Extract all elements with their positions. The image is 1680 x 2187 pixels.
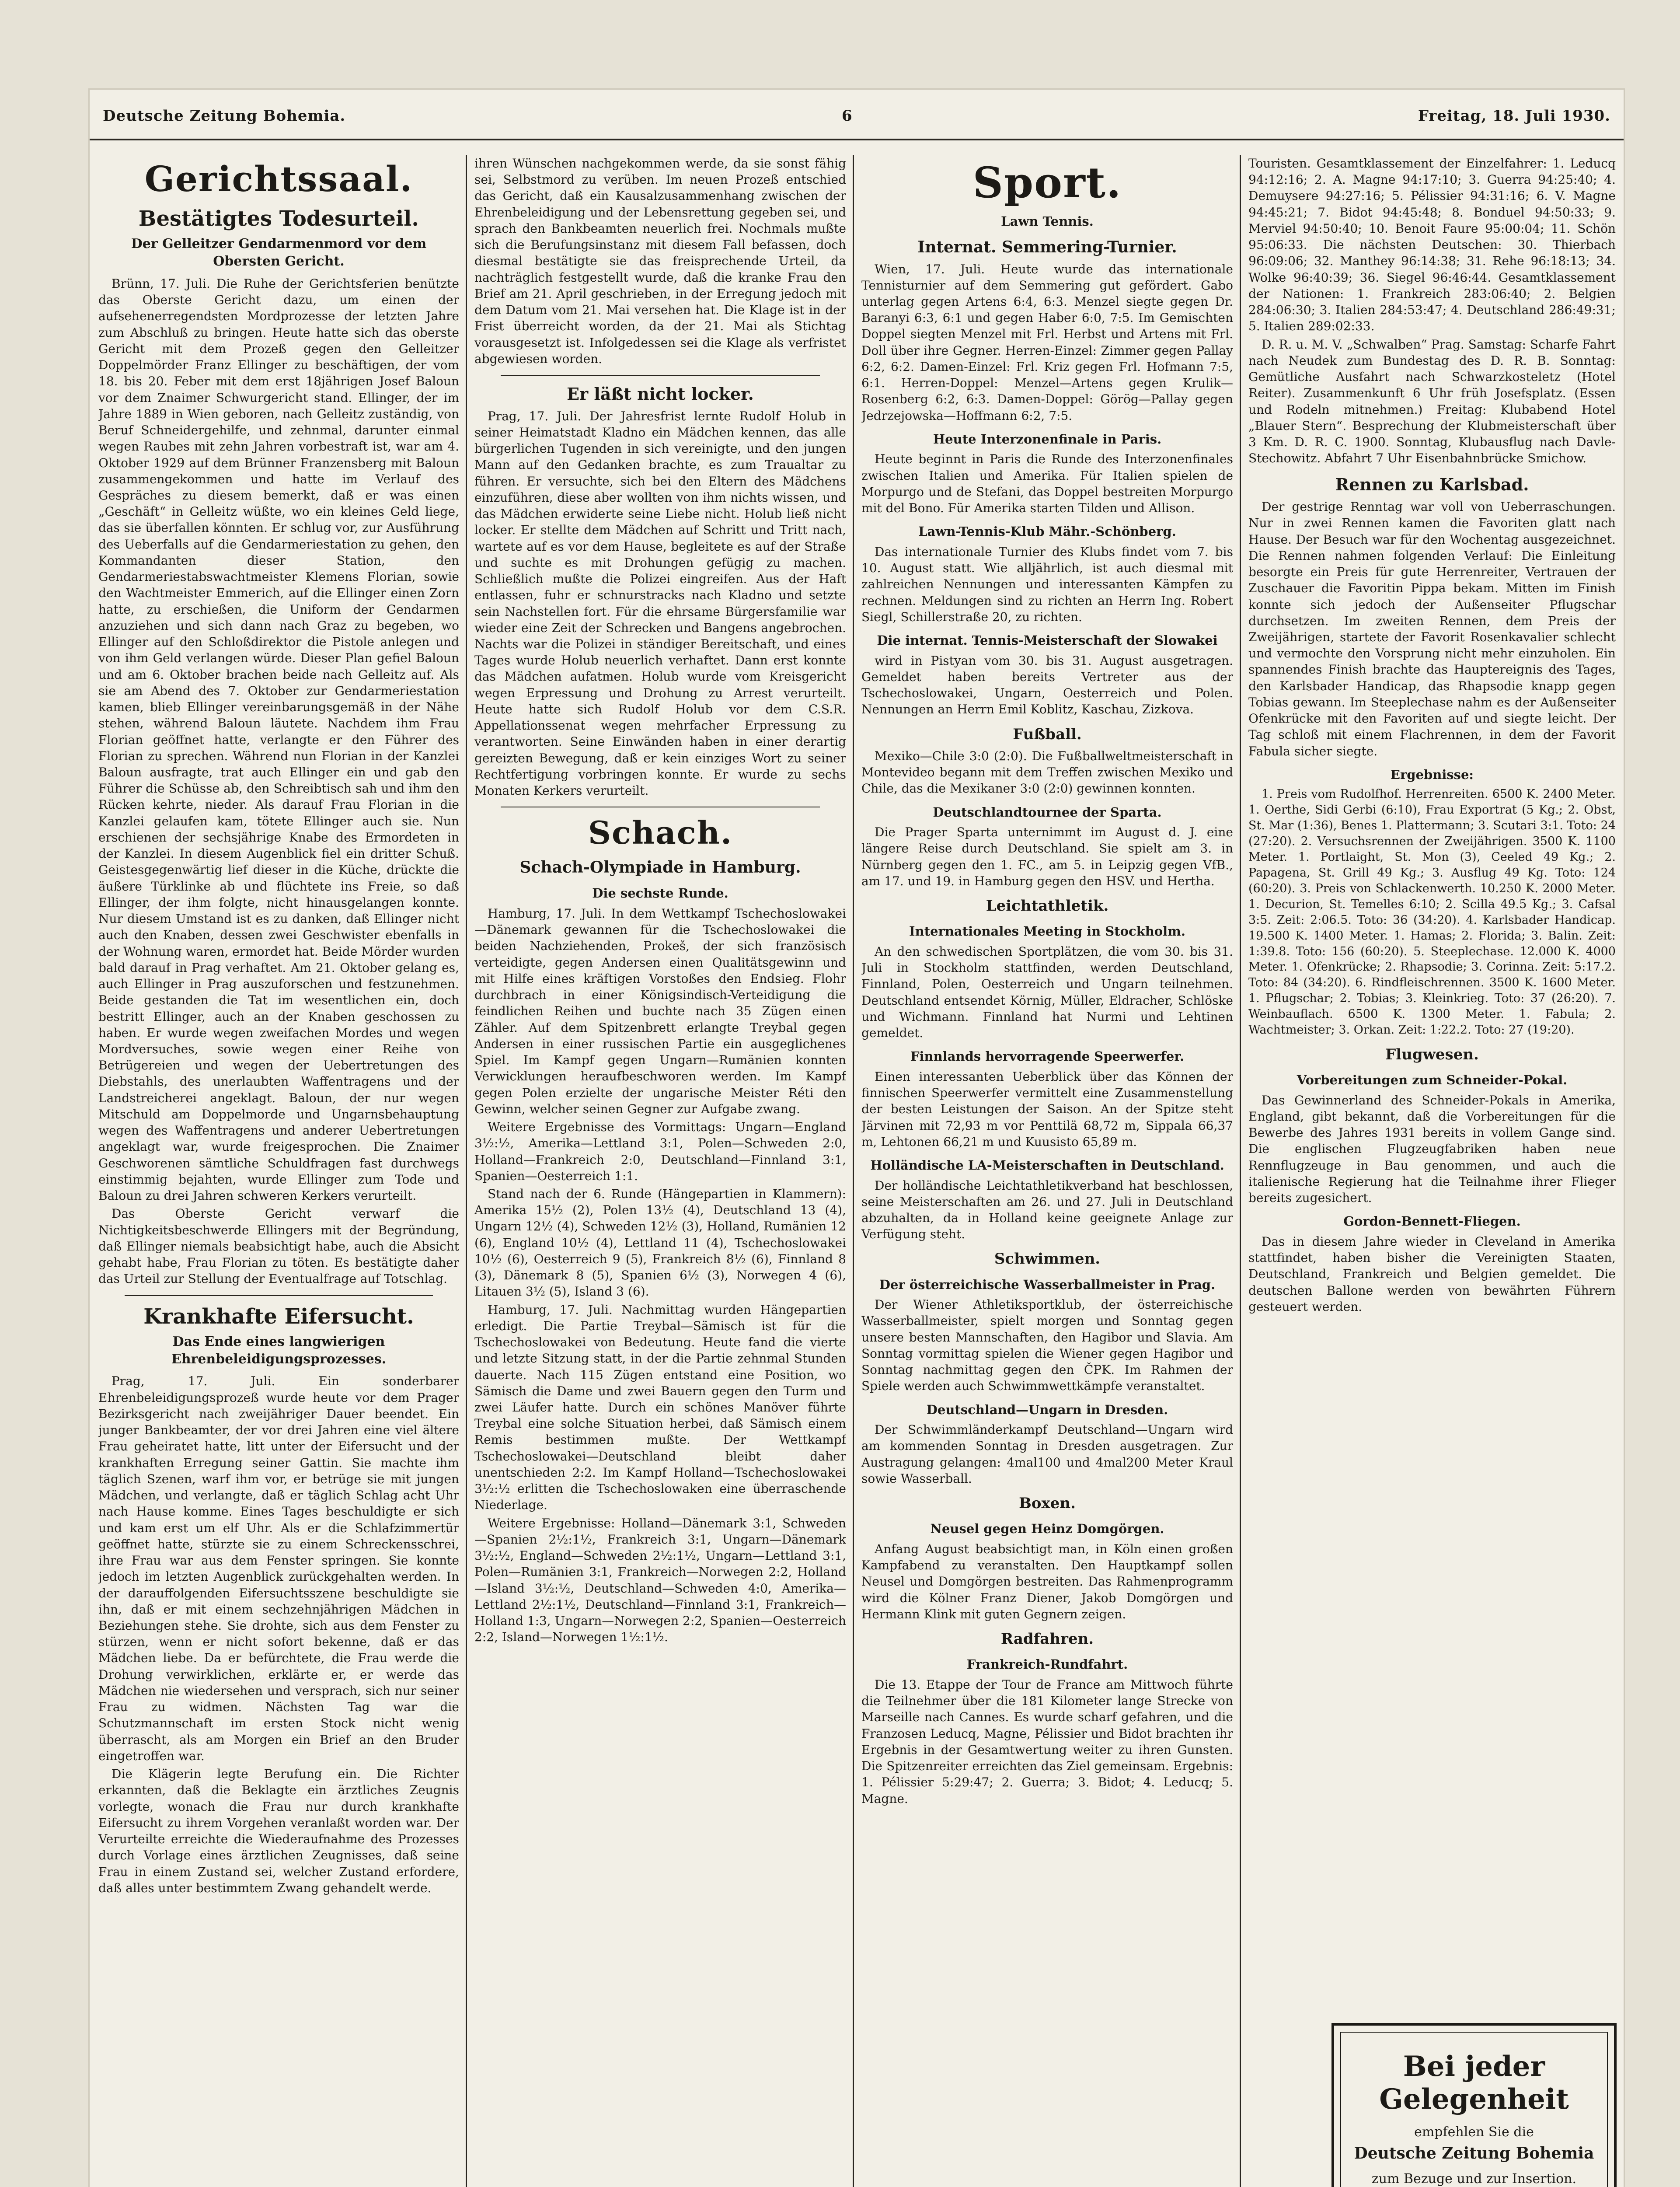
article-heading: Bestätigtes Todesurteil. xyxy=(138,206,419,231)
article-heading: Die internat. Tennis-Meisterschaft der Slowakei xyxy=(877,633,1218,648)
article-separator xyxy=(125,1295,433,1296)
category-label: Radfahren. xyxy=(1000,1630,1094,1648)
article-body: Hamburg, 17. Juli. In dem Wettkampf Tschechoslowakei—Dänemark gewannen für die Tschechoslowakei die beiden Nachziehenden, Prokeš, der sich französisch verteidigte, gegen Andersen einen Qualitätsgewinn und mit Hilfe eines kräftigen Vorstoßes den Endsieg. Flohr durchbrach in einer Königsindisch-Verteidigung die feindlichen Reihen und buchte nach 35 Zügen einen Zähler. Auf dem Spitzenbrett erlangte Treybal gegen Andersen in einer russischen Partie ein ausgeglichenes Spiel. Im Kampf gegen Ungarn—Rumänien konnten Verwicklungen heraufbeschworen werden. Im Kampf gegen Polen erzielte der ungarische Meister Réti den Gewinn, welcher seinen Gegner zur Aufgabe zwang. xyxy=(474,906,846,1116)
article-body: Die 13. Etappe der Tour de France am Mittwoch führte die Teilnehmer über die 181 Kilometer lange Strecke von Marseille nach Cannes. Es wurde scharf gefahren, und die Franzosen Leducq, Magne, Pélissier und Bidot brachten ihr Ergebnis in der Gesamtwertung weiter zu ihren Gunsten. Die Spitzenreiter erreichten das Ziel gemeinsam. Ergebnis: 1. Pélissier 5:29:47; 2. Guerra; 3. Bidot; 4. Leducq; 5. Magne. xyxy=(861,1677,1233,1806)
article-body: Weitere Ergebnisse: Holland—Dänemark 3:1, Schweden—Spanien 2½:1½, Frankreich 3:1, Ungarn—Dänemark 3½:½, England—Schweden 2½:1½, Ungarn—Lettland 3:1, Polen—Rumänien 3:1, Frankreich—Norwegen 2:2, Holland—Island 3½:½, Deutschland—Schweden 4:0, Amerika—Lettland 2½:1½, Deutschland—Finnland 3:1, Frankreich—Holland 1:3, Ungarn—Norwegen 2:2, Spanien—Oesterreich 2:2, Island—Norwegen 1½:1½. xyxy=(474,1516,846,1645)
article-body: Das Oberste Gericht verwarf die Nichtigkeitsbeschwerde Ellingers mit der Begründung, daß Ellinger niemals beabsichtigt habe, auch die Absicht gehabt habe, Frau Florian zu töten. Es bestätigte daher das Urteil zur Stellung der Eventualfrage auf Totschlag. xyxy=(98,1206,459,1286)
round-label: Die sechste Runde. xyxy=(592,886,728,901)
advertisement-inner-border xyxy=(1340,2032,1608,2187)
article-heading: Deutschlandtournee der Sparta. xyxy=(933,804,1162,820)
column-court xyxy=(98,155,459,2187)
section-title-sport: Sport. xyxy=(972,158,1122,207)
ad-publication-name: Deutsche Zeitung Bohemia xyxy=(1354,2144,1594,2163)
article-body: Anfang August beabsichtigt man, in Köln einen großen Kampfabend zu veranstalten. Den Hauptkampf sollen Neusel und Domgörgen bestreiten. Das Rahmenprogramm wird die Kölner Franz Diener, Jakob Domgörgen und Hermann Klink mit guten Gegnern zeigen. xyxy=(861,1541,1233,1621)
article-body: Die Klägerin legte Berufung ein. Die Richter erkannten, daß die Beklagte ein ärztliches Zeugnis vorlegte, wonach die Frau nur durch krankhafte Eifersucht zu ihrem Vorgehen veranlaßt worden war. Der Verurteilte erreichte die Wiederaufnahme des Prozesses durch Vorlage eines ärztlichen Zeugnisses, daß seine Frau in einem Zustand sei, welcher Zustand erfordere, daß alles unter bestimmtem Zwang gehandelt werde. xyxy=(98,1767,459,1895)
column-rule-1 xyxy=(466,155,467,2187)
category-label: Boxen. xyxy=(1019,1495,1076,1513)
article-heading: Finnlands hervorragende Speerwerfer. xyxy=(910,1049,1185,1064)
article-body: Brünn, 17. Juli. Die Ruhe der Gerichtsferien benützte das Oberste Gericht dazu, um einen der aufsehenerregendsten Mordprozesse der letzten Jahre zum Abschluß zu bringen. Heute hatte sich das oberste Gericht mit dem Prozeß gegen den Gelleitzer Doppelmörder Franz Ellinger zu beschäftigen, der vom 18. bis 20. Feber mit dem erst 18jährigen Josef Baloun vor dem Znaimer Schwurgericht stand. Ellinger, der im Jahre 1889 in Wien geboren, nach Gelleitz zuständig, von Beruf Schneidergehilfe, und zehnmal, darunter einmal wegen Raubes mit zehn Jahren vorbestraft ist, war am 4. Oktober 1929 auf dem Brünner Franzensberg mit Baloun zusammengekommen und hatte im Verlauf des Gespräches zu diesem bemerkt, daß er was einen „Geschäft“ in Gelleitz wüßte, wo ein kleines Geld liege, das sie überfallen könnten. Er schlug vor, zur Ausführung des Ueberfalls auf die Gendarmeriestation zu gehen, den Kommandanten dieser Station, den Gendarmeriestabswachtmeister Klemens Florian, sowie den Wachtmeister Emmerich, auf die Ellinger einen Zorn hatte, zu erschießen, die Uniform der Gendarmen anzuziehen und sich dann nach Graz zu begeben, wo Ellinger auf den Schloßdirektor die Pistole anlegen und von ihm Geld verlangen würde. Dieser Plan gefiel Baloun und am 6. Oktober brachen beide nach Gelleitz auf. Als sie am Abend des 7. Oktober zur Gendarmeriestation kamen, blieb Ellinger vereinbarungsgemäß in der Nähe stehen, während Baloun läutete. Nachdem ihm Frau Florian geöffnet hatte, verlangte er den Führer des Florian zu sprechen. Während nun Florian in der Kanzlei Baloun ausfragte, trat auch Ellinger ein und gab den Führer die Schüsse ab, den Schreibtisch sah und ihm den Rücken kehrte, nieder. Als darauf Frau Florian in die Kanzlei gelaufen kam, tötete Ellinger auch sie. Nun erschienen der sechsjährige Knabe des Ermordeten in der Kanzlei. In diesem Augenblick fiel ein dritter Schuß. Geistesgegenwärtig lief dieser in die Küche, drückte die äußere Türklinke ab und flüchtete ins Freie, so daß Ellinger, der ihm folgte, nicht hinausgelangen konnte. Nur diesem Umstand ist es zu danken, daß Ellinger nicht auch den Knaben, dessen zwei Geschwister ebenfalls in der Wohnung waren, ermordet hat. Beide Mörder wurden bald darauf in Prag verhaftet. Am 21. Oktober gelang es, auch Ellinger in Prag auszuforschen und festzunehmen. Beide gestanden die Tat im wesentlichen ein, doch bestritt Ellinger, auch an der Knaben geschossen zu haben. Er wurde wegen zweifachen Mordes und wegen Mordversuches, sowie wegen einer Reihe von Betrügereien und wegen der Uebertretungen des Diebstahls, des unerlaubten Waffentragens und der Landstreicherei angeklagt. Baloun, der nur wegen Mitschuld am Doppelmorde und Ungarnsbehauptung wegen des Waffentragens und anderer Uebertretungen angeklagt war, wurde freigesprochen. Die Znaimer Geschworenen sämtliche Schuldfragen fast durchwegs einstimmig bejahten, wurde Ellinger zum Tode und Baloun zu drei Jahren schweren Kerkers verurteilt. xyxy=(98,276,459,1203)
column-rule-3 xyxy=(1240,155,1241,2187)
article-body: Stand nach der 6. Runde (Hängepartien in Klammern): Amerika 15½ (2), Polen 13½ (4), Deutschland 13 (4), Ungarn 12½ (4), Schweden 12½ (3), Holland, Rumänien 12 (6), England 10½ (4), Lettland 11 (4), Tschechoslowakei 10½ (6), Oesterreich 9 (5), Frankreich 8½ (6), Finnland 8 (3), Dänemark 8 (5), Spanien 6½ (3), Norwegen 4 (6), Litauen 3½ (5), Island 3 (6). xyxy=(474,1186,846,1299)
article-heading: Krankhafte Eifersucht. xyxy=(143,1304,414,1329)
article-heading: Gordon-Bennett-Fliegen. xyxy=(1343,1214,1521,1229)
category-label: Leichtathletik. xyxy=(986,897,1109,915)
column-rule-2 xyxy=(853,155,854,2187)
article-heading: Vorbereitungen zum Schneider-Pokal. xyxy=(1297,1073,1568,1088)
article-subheading: Das Ende eines langwierigen Ehrenbeleidigungsprozesses. xyxy=(171,1334,387,1367)
article-body: Wien, 17. Juli. Heute wurde das internationale Tennisturnier auf dem Semmering gut gefördert. Gabo unterlag gegen Artens 6:4, 6:3. Menzel siegte gegen Dr. Baranyi 6:3, 6:1 und gegen Haber 6:0, 7:5. Im Gemischten Doppel siegten Menzel mit Frl. Herbst und Artens mit Frl. Doll über ihre Gegner. Herren-Einzel: Zimmer gegen Pallay 6:2, 6:2. Damen-Einzel: Frl. Kriz gegen Frl. Hofmann 7:5, 6:1. Herren-Doppel: Menzel—Artens gegen Krulik—Rosenberg 6:2, 6:3. Damen-Doppel: Görög—Pallay gegen Jedrzejowska—Hoffmann 6:2, 7:5. xyxy=(861,262,1233,423)
article-separator xyxy=(501,375,820,376)
article-body: Der Schwimmländerkampf Deutschland—Ungarn wird am kommenden Sonntag in Dresden ausgetragen. Zur Austragung gelangen: 4mal100 und 4mal200 Meter Kraul sowie Wasserball. xyxy=(861,1422,1233,1486)
header-rule xyxy=(90,139,1624,140)
ad-text: zum Bezuge und zur Insertion. xyxy=(1371,2171,1577,2187)
article-heading: Heute Interzonenfinale in Paris. xyxy=(933,431,1162,447)
category-label: Flugwesen. xyxy=(1385,1045,1479,1063)
ad-text: empfehlen Sie die xyxy=(1414,2124,1534,2140)
article-body: Prag, 17. Juli. Der Jahresfrist lernte Rudolf Holub in seiner Heimatstadt Kladno ein Mädchen kennen, das alle bürgerlichen Tugenden in sich vereinigte, und den jungen Mann auf den Gedanken brachte, es zum Traualtar zu führen. Er versuchte, sich bei den Eltern des Mädchens einzuführen, diese aber wollten von ihm nichts wissen, und das Mädchen erwiderte seine Liebe nicht. Holub ließ nicht locker. Er stellte dem Mädchen auf Schritt und Tritt nach, wartete auf es vor dem Hause, begleitete es auf der Straße und suchte es mit Drohungen gefügig zu machen. Schließlich mußte die Polizei eingreifen. Aus der Haft entlassen, fuhr er schnurstracks nach Kladno und setzte sein Nachstellen fort. Für die ehrsame Bürgersfamilie war wieder eine Zeit der Schrecken und Bangens angebrochen. Nachts war die Polizei in ständiger Bereitschaft, und eines Tages wurde Holub neuerlich verhaftet. Dann erst konnte das Mädchen aufatmen. Holub wurde vom Kreisgericht wegen Erpressung und Drohung zu Arrest verurteilt. Heute hatte sich Rudolf Holub vor dem C.S.R. Appellationssenat wegen mehrfacher Erpressung zu verantworten. Seine Einwänden haben in einer derartig gereizten Bewegung, daß er kein einziges Wort zu seiner Rechtfertigung vorbringen konnte. Er wurde zu sechs Monaten Kerkers verurteilt. xyxy=(474,409,846,798)
article-heading: Rennen zu Karlsbad. xyxy=(1335,475,1529,495)
category-label: Lawn Tennis. xyxy=(1001,213,1094,229)
article-body: Das internationale Turnier des Klubs findet vom 7. bis 10. August statt. Wie alljährlich, ist auch diesmal mit zahlreichen Nennungen und interessanten Kämpfen zu rechnen. Meldungen sind zu richten an Herrn Ing. Robert Siegl, Schillerstraße 20, zu richten. xyxy=(861,544,1233,624)
issue-date: Freitag, 18. Juli 1930. xyxy=(1418,107,1610,125)
article-body: An den schwedischen Sportplätzen, die vom 30. bis 31. Juli in Stockholm stattfinden, werden Deutschland, Finnland, Polen, Oesterreich und Ungarn teilnehmen. Deutschland entsendet Körnig, Müller, Eldracher, Schlöske und Wichmann. Finnland hat Nurmi und Lehtinen gemeldet. xyxy=(861,944,1233,1040)
article-heading: Neusel gegen Heinz Domgörgen. xyxy=(930,1521,1164,1537)
column-sport xyxy=(861,155,1233,2187)
article-body: Das in diesem Jahre wieder in Cleveland in Amerika stattfindet, haben bisher die Vereinigten Staaten, Deutschland, Frankreich und Belgien gemeldet. Die deutschen Ballone werden von bewährten Führern gesteuert werden. xyxy=(1248,1234,1616,1314)
article-body: Einen interessanten Ueberblick über das Können der finnischen Speerwerfer vermittelt eine Zusammenstellung der besten Leistungen der Saison. An der Spitze steht Järvinen mit 72,93 m vor Penttilä 68,72 m, Sippala 66,37 m, Lehtonen 66,21 m und Kuusisto 65,89 m. xyxy=(861,1069,1233,1149)
article-heading: Frankreich-Rundfahrt. xyxy=(966,1657,1128,1672)
column-racing xyxy=(1248,155,1616,1984)
article-body: Der Wiener Athletiksportklub, der österreichische Wasserballmeister, spielt morgen und Sonntag gegen unsere besten Mannschaften, den Hagibor und Slavia. Am Sonntag vormittag spielen die Wiener gegen Hagibor und Sonntag nachmittag gegen den ČPK. Im Rahmen der Spiele werden auch Schwimmwettkämpfe veranstaltet. xyxy=(861,1297,1233,1394)
column-chess xyxy=(474,155,846,2187)
page-header xyxy=(90,90,1624,142)
article-body: Mexiko—Chile 3:0 (2:0). Die Fußballweltmeisterschaft in Montevideo begann mit dem Treffen zwischen Mexiko und Chile, das die Mexikaner 3:0 (2:0) gewinnen konnten. xyxy=(861,748,1233,796)
article-body: Weitere Ergebnisse des Vormittags: Ungarn—England 3½:½, Amerika—Lettland 3:1, Polen—Schweden 2:0, Holland—Frankreich 2:0, Deutschland—Finnland 3:1, Spanien—Oesterreich 1:1. xyxy=(474,1120,846,1183)
article-body: Hamburg, 17. Juli. Nachmittag wurden Hängepartien erledigt. Die Partie Treybal—Sämisch ist für die Tschechoslowakei von Bedeutung. Heute fand die vierte und letzte Sitzung statt, in der die Partie zehnmal Stunden dauerte. Nach 115 Zügen entstand eine Position, wo Sämisch die Dame und zwei Bauern gegen den Turm und zwei Läufer hatte. Durch ein schönes Manöver führte Treybal eine solche Situation herbei, daß Sämisch einem Remis bestimmen mußte. Der Wettkampf Tschechoslowakei—Deutschland bleibt daher unentschieden 2:2. Im Kampf Holland—Tschechoslowakei 3½:½ erlitten die Tschechoslowaken eine überraschende Niederlage. xyxy=(474,1302,846,1513)
article-body: D. R. u. M. V. „Schwalben“ Prag. Samstag: Scharfe Fahrt nach Neudek zum Bundestag des D. R. B. Sonntag: Gemütliche Ausfahrt nach Schwarzkosteletz (Hotel Reiter). Zusammenkunft 6 Uhr früh Josefsplatz. (Essen und Rodeln mitnehmen.) Freitag: Klubabend Hotel „Blauer Stern“. Besprechung der Klubmeisterschaft über 3 Km. D. R. C. 1900. Sonntag, Klubausflug nach Davle-Stechowitz. Abfahrt 7 Uhr Eisenbahnbrücke Smichow. xyxy=(1248,337,1616,466)
article-heading: Internationales Meeting in Stockholm. xyxy=(909,924,1185,939)
article-body: Die Prager Sparta unternimmt im August d. J. eine längere Reise durch Deutschland. Sie spielt am 3. in Nürnberg gegen den 1. FC., am 5. in Leipzig gegen VfB., am 17. und 19. in Hamburg gegen den HSV. und Hertha. xyxy=(861,825,1233,888)
article-subheading: Schach-Olympiade in Hamburg. xyxy=(519,858,801,877)
advertisement-box xyxy=(1331,2023,1617,2187)
article-heading: Holländische LA-Meisterschaften in Deutschland. xyxy=(870,1157,1224,1173)
article-body: ihren Wünschen nachgekommen werde, da sie sonst fähig sei, Selbstmord zu verüben. Im neuen Prozeß entschied das Gericht, daß ein Kausalzusammenhang zwischen der Ehrenbeleidigung und der Lebensrettung gegeben sei, und sprach den Bankbeamten neuerlich frei. Nochmals mußte sich die Berufungsinstanz mit diesem Fall befassen, doch diesmal bestätigte sie das freisprechende Urteil, da nachträglich festgestellt wurde, daß die kranke Frau den Brief am 21. April geschrieben, in der Erregung jedoch mit dem Datum vom 21. Mai versehen hat. Die Klage ist in der Frist überreicht worden, da der 21. Mai als Stichtag vorausgesetzt ist. Infolgedessen sei die Klage als verfristet abgewiesen worden. xyxy=(474,156,846,366)
article-body: Prag, 17. Juli. Ein sonderbarer Ehrenbeleidigungsprozeß wurde heute vor dem Prager Bezirksgericht nach zweijähriger Dauer beendet. Ein junger Bankbeamter, der vor drei Jahren eine viel ältere Frau geheiratet hatte, litt unter der Eifersucht und der krankhaften Erregung seiner Gattin. Sie machte ihm täglich Szenen, warf ihm vor, er betrüge sie mit jungen Mädchen, und verlangte, daß er täglich Schlag acht Uhr nach Hause komme. Eines Tages beschuldigte er sich und kam erst um elf Uhr. Als er die Schlafzimmertür geöffnet hatte, stürzte sie zu einem Schreckensschrei, ihre Frau war aus dem Fenster springen. Sie konnte jedoch im letzten Augenblick zurückgehalten werden. In der darauffolgenden Eifersuchtsszene beschuldigte sie ihn, daß er mit einem sechzehnjährigen Mädchen in Beziehungen stehe. Sie drohte, sich aus dem Fenster zu stürzen, wenn er nicht sofort bekenne, daß er das Mädchen liebe. Da er befürchtete, die Frau werde die Drohung verwirklichen, erklärte er, er werde das Mädchen nie wiedersehen und versprach, sich nur seiner Frau zu widmen. Nächsten Tag war die Schutzmannschaft im ersten Stock nicht wenig überrascht, als am Morgen ein Brief an den Bruder eingetroffen war. xyxy=(98,1374,459,1763)
article-heading: Der österreichische Wasserballmeister in Prag. xyxy=(879,1277,1216,1292)
ad-headline: Bei jeder Gelegenheit xyxy=(1379,2050,1569,2116)
article-body: wird in Pistyan vom 30. bis 31. August ausgetragen. Gemeldet haben bereits Vertreter aus der Tschechoslowakei, Ungarn, Oesterreich und Polen. Nennungen an Herrn Emil Koblitz, Kaschau, Zizkova. xyxy=(861,653,1233,717)
results-list: 1. Preis vom Rudolfhof. Herrenreiten. 6500 K. 2400 Meter. 1. Oerthe, Sidi Gerbi (6:10), Frau Exportrat (5 Kg.; 2. Obst, St. Mar (1:36), Benes 1. Plattermann; 3. Scutari 3:1. Toto: 24 (27:20). 2. Versuchsrennen der Zweijährigen. 3500 K. 1100 Meter. 1. Portlaight, St. Mon (3), Ceeled 49 Kg.; 2. Papagena, St. Grill 49 Kg.; 3. Ausflug 49 Kg. Toto: 124 (60:20). 3. Preis von Schlackenwerth. 10.250 K. 2000 Meter. 1. Decurion, St. Temelles 6:10; 2. Scilla 49.5 Kg.; 3. Cafsal 3:5. Zeit: 2:06.5. Toto: 36 (34:20). 4. Karlsbader Handicap. 19.500 K. 1400 Meter. 1. Hamas; 2. Florida; 3. Balin. Zeit: 1:39.8. Toto: 156 (60:20). 5. Steeplechase. 12.000 K. 4000 Meter. 1. Ofenkrücke; 2. Rhapsodie; 3. Corinna. Zeit: 5:17.2. Toto: 84 (34:20). 6. Rindfleischrennen. 3500 K. 1600 Meter. 1. Pflugschar; 2. Tobias; 3. Kleinkrieg. Toto: 37 (26:20). 7. Weinbauflach. 6500 K. 1300 Meter. 1. Fabula; 2. Wachtmeister; 3. Orkan. Zeit: 1:22.2. Toto: 27 (19:20). xyxy=(1248,787,1616,1037)
page-number: 6 xyxy=(842,107,853,125)
article-heading: Lawn-Tennis-Klub Mähr.-Schönberg. xyxy=(918,524,1176,539)
article-subheading: Der Gelleitzer Gendarmenmord vor dem Obersten Gericht. xyxy=(131,236,427,269)
article-body: Das Gewinnerland des Schneider-Pokals in Amerika, England, gibt bekannt, daß die Vorbereitungen für die Bewerbe des Jahres 1931 bereits in vollem Gange sind. Die englischen Flugzeugfabriken haben neue Rennflugzeuge in Bau genommen, und auch die italienische Regierung hat die Teilnahme ihrer Flieger bereits zugesichert. xyxy=(1248,1093,1616,1205)
results-label: Ergebnisse: xyxy=(1390,767,1474,782)
article-body: Der gestrige Renntag war voll von Ueberraschungen. Nur in zwei Rennen kamen die Favoriten glatt nach Hause. Der Besuch war für den Wochentag ausgezeichnet. Die Rennen nahmen folgenden Verlauf: Die Einleitung besorgte ein Preis für gute Herrenreiter, Vertrauen der Zuschauer die Favoritin Pippa bekam. Mitten im Finish konnte sich jedoch der Außenseiter Pflugschar durchsetzen. Im zweiten Rennen, dem Preis der Zweijährigen, startete der Favorit Rosenkavalier schlecht und vermochte den Vorsprung nicht mehr einzuholen. Ein spannendes Finish brachte das Hauptereignis des Tages, den Karlsbader Handicap, das Rhapsodie knapp gegen Tobias gewann. Im Steeplechase nahm es der Außenseiter Ofenkrücke mit den Favoriten auf und siegte leicht. Der Tag schloß mit einem Flachrennen, in dem der Favorit Fabula sicher siegte. xyxy=(1248,500,1616,758)
page-frame xyxy=(90,90,1624,2187)
article-body: Der holländische Leichtathletikverband hat beschlossen, seine Meisterschaften am 26. und 27. Juli in Deutschland abzuhalten, da in Holland keine geeignete Anlage zur Verfügung steht. xyxy=(861,1178,1233,1242)
category-label: Fußball. xyxy=(1013,725,1082,743)
article-body: Touristen. Gesamtklassement der Einzelfahrer: 1. Leducq 94:12:16; 2. A. Magne 94:17:10; 3. Guerra 94:25:40; 4. Demuysere 94:27:16; 5. Pélissier 94:31:16; 6. V. Magne 94:45:21; 7. Bidot 94:45:48; 8. Bonduel 94:50:33; 9. Merviel 94:50:40; 10. Benoit Faure 95:00:04; 11. Schön 95:06:33. Die nächsten Deutschen: 30. Thierbach 96:09:06; 32. Manthey 96:14:38; 31. Rehe 96:18:13; 34. Wolke 96:40:39; 36. Siegel 96:46:44. Gesamtklassement der Nationen: 1. Frankreich 283:06:40; 2. Belgien 284:06:30; 3. Italien 284:53:47; 4. Deutschland 286:49:31; 5. Italien 289:02:33. xyxy=(1248,156,1616,334)
article-heading: Er läßt nicht locker. xyxy=(567,384,754,404)
article-body: Heute beginnt in Paris die Runde des Interzonenfinales zwischen Italien und Amerika. Für Italien spielen de Morpurgo und de Stefani, das Doppel bestreiten Morpurgo mit del Bono. Für Amerika starten Tilden und Allison. xyxy=(861,452,1233,516)
section-title-court: Gerichtssaal. xyxy=(144,158,413,199)
section-title-chess: Schach. xyxy=(588,814,733,852)
article-heading: Internat. Semmering-Turnier. xyxy=(917,238,1177,257)
article-heading: Deutschland—Ungarn in Dresden. xyxy=(926,1402,1168,1417)
masthead-name: Deutsche Zeitung Bohemia. xyxy=(103,107,346,125)
category-label: Schwimmen. xyxy=(994,1250,1101,1268)
